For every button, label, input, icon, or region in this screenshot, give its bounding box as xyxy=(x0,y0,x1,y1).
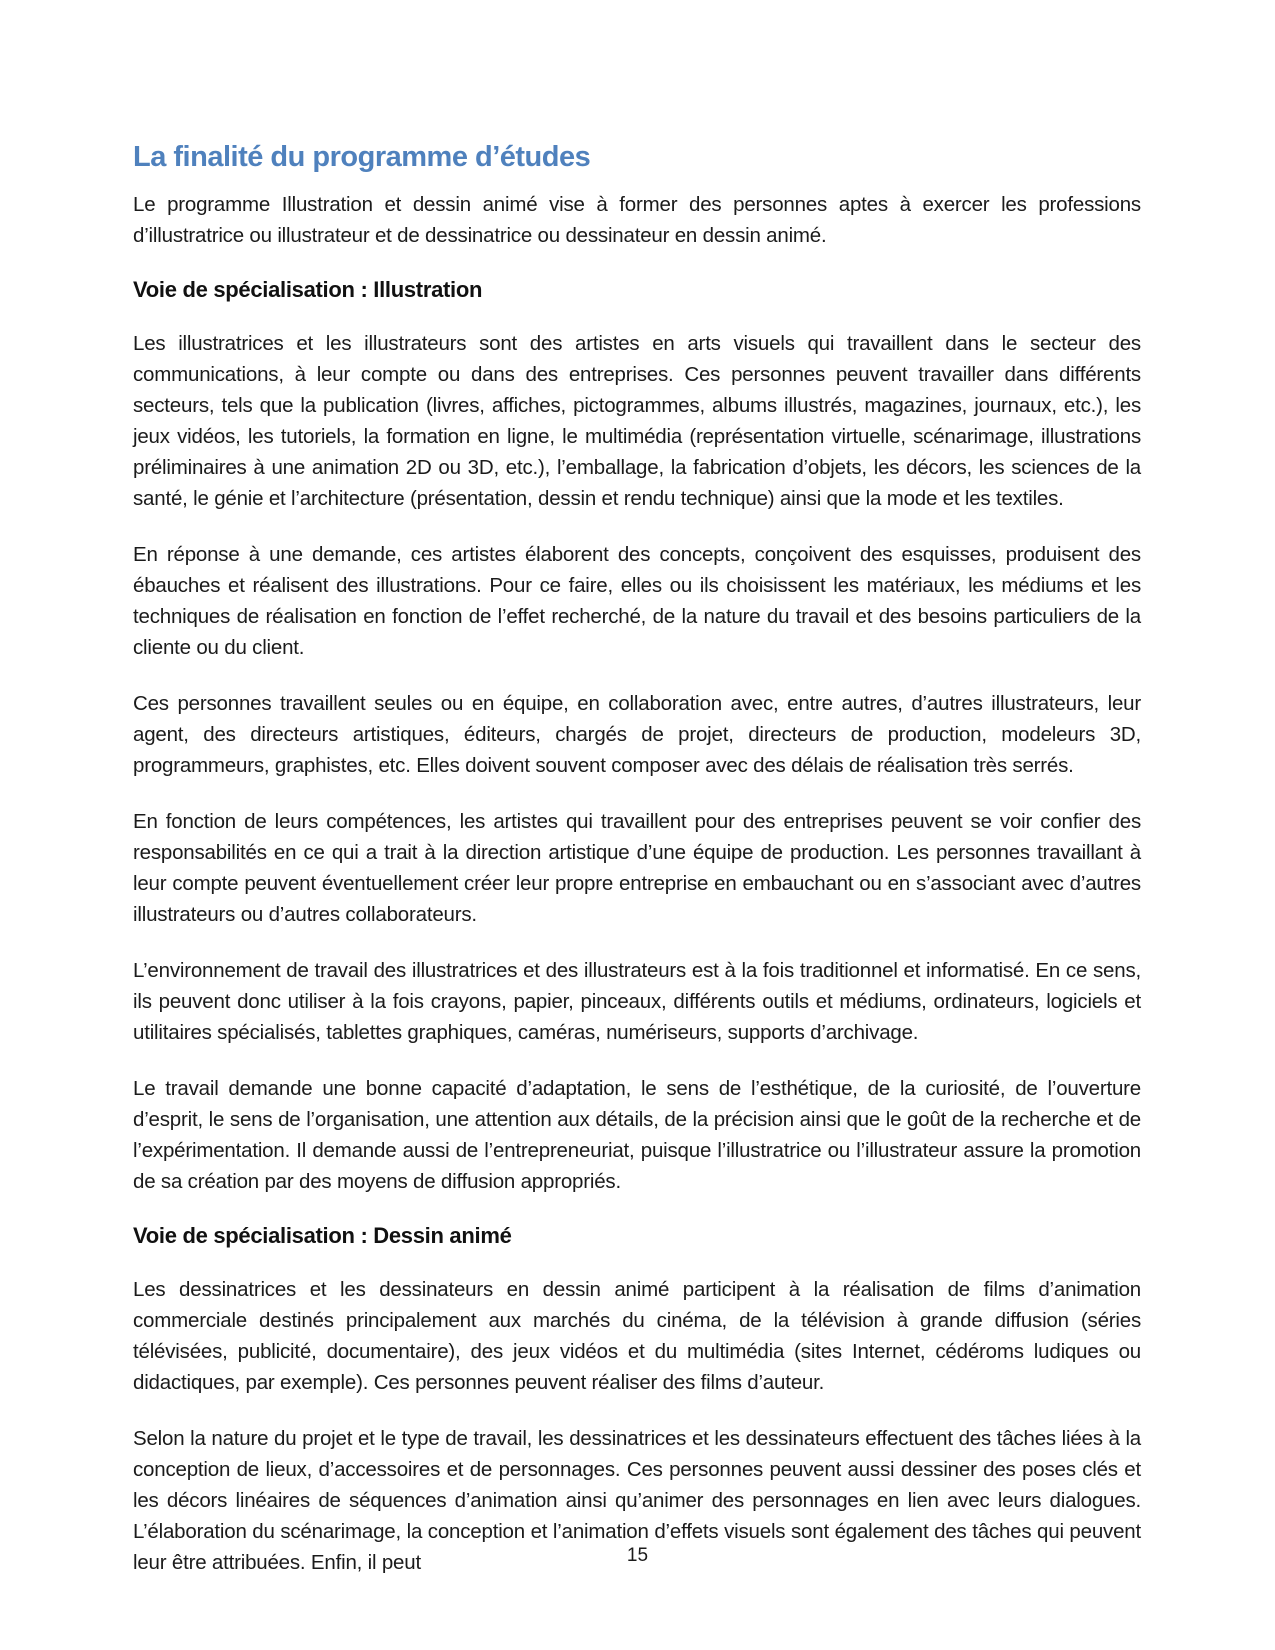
illustration-paragraph-1: Les illustratrices et les illustrateurs sont des artistes en arts visuels qui travaillent dans le secteur des communications, à leur compte ou dans des entreprises. Ces personnes peuvent travailler dans différents secteurs, tels que la publication (livres, affiches, pictogrammes, albums illustrés, magazines, journaux, etc.), les jeux vidéos, les tutoriels, la formation en ligne, le multimédia (représentation virtuelle, scénarimage, illustrations préliminaires à une animation 2D ou 3D, etc.), l’emballage, la fabrication d’objets, les décors, les sciences de la santé, le génie et l’architecture (présentation, dessin et rendu technique) ainsi que la mode et les textiles. xyxy=(133,332,1141,510)
page-content xyxy=(133,140,1141,1603)
section-heading-dessin-anime: Voie de spécialisation : Dessin animé xyxy=(133,1223,512,1248)
illustration-paragraph-2: En réponse à une demande, ces artistes élaborent des concepts, conçoivent des esquisses, produisent des ébauches et réalisent des illustrations. Pour ce faire, elles ou ils choisissent les matériaux, les médiums et les techniques de réalisation en fonction de l’effet recherché, de la nature du travail et des besoins particuliers de la cliente ou du client. xyxy=(133,543,1141,659)
page-number: 15 xyxy=(626,1545,649,1566)
illustration-paragraph-6: Le travail demande une bonne capacité d’adaptation, le sens de l’esthétique, de la curiosité, de l’ouverture d’esprit, le sens de l’organisation, une attention aux détails, de la précision ainsi que le goût de la recherche et de l’expérimentation. Il demande aussi de l’entrepreneuriat, puisque l’illustratrice ou l’illustrateur assure la promotion de sa création par des moyens de diffusion appropriés. xyxy=(133,1077,1141,1193)
page-title: La finalité du programme d’études xyxy=(133,141,591,173)
dessin-anime-paragraph-2: Selon la nature du projet et le type de travail, les dessinatrices et les dessinateurs effectuent des tâches liées à la conception de lieux, d’accessoires et de personnages. Ces personnes peuvent aussi dessiner des poses clés et les décors linéaires de séquences d’animation ainsi qu’animer des personnages en lien avec leurs dialogues. L’élaboration du scénarimage, la conception et l’animation d’effets visuels sont également des tâches qui peuvent leur être attribuées. Enfin, il peut xyxy=(133,1427,1141,1574)
illustration-paragraph-4: En fonction de leurs compétences, les artistes qui travaillent pour des entreprises peuvent se voir confier des responsabilités en ce qui a trait à la direction artistique d’une équipe de production. Les personnes travaillant à leur compte peuvent éventuellement créer leur propre entreprise en embauchant ou en s’associant avec d’autres illustrateurs ou d’autres collaborateurs. xyxy=(133,810,1141,926)
illustration-paragraph-3: Ces personnes travaillent seules ou en équipe, en collaboration avec, entre autres, d’autres illustrateurs, leur agent, des directeurs artistiques, éditeurs, chargés de projet, directeurs de production, modeleurs 3D, programmeurs, graphistes, etc. Elles doivent souvent composer avec des délais de réalisation très serrés. xyxy=(133,692,1141,777)
dessin-anime-paragraph-1: Les dessinatrices et les dessinateurs en dessin animé participent à la réalisation de films d’animation commerciale destinés principalement aux marchés du cinéma, de la télévision à grande diffusion (séries télévisées, publicité, documentaire), des jeux vidéos et du multimédia (sites Internet, cédéroms ludiques ou didactiques, par exemple). Ces personnes peuvent réaliser des films d’auteur. xyxy=(133,1278,1141,1394)
illustration-paragraph-5: L’environnement de travail des illustratrices et des illustrateurs est à la fois traditionnel et informatisé. En ce sens, ils peuvent donc utiliser à la fois crayons, papier, pinceaux, différents outils et médiums, ordinateurs, logiciels et utilitaires spécialisés, tablettes graphiques, caméras, numériseurs, supports d’archivage. xyxy=(133,959,1141,1044)
section-heading-illustration: Voie de spécialisation : Illustration xyxy=(133,277,483,302)
intro-paragraph: Le programme Illustration et dessin animé vise à former des personnes aptes à exercer les professions d’illustratrice ou illustrateur et de dessinatrice ou dessinateur en dessin animé. xyxy=(133,193,1141,247)
